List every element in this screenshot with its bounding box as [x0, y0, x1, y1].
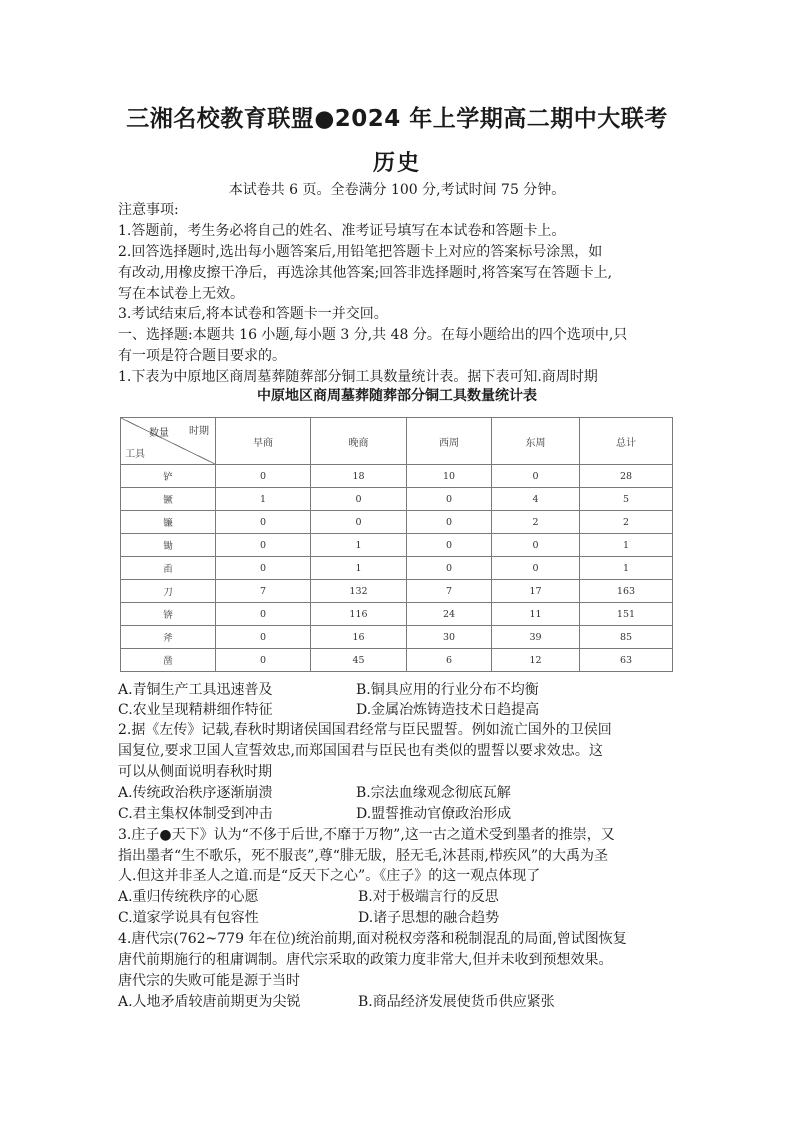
- question-2-stem: 国复位,要求卫国人宣誓效忠,而郑国国君与臣民也有类似的盟誓以要求效忠。这: [118, 743, 603, 759]
- table-row: [121, 626, 673, 649]
- notes-heading: 注意事项:: [118, 202, 179, 218]
- table-cell: 85: [580, 626, 673, 649]
- question-1-stem: 1.下表为中原地区商周墓葬随葬部分铜工具数量统计表。据下表可知.商周时期: [118, 369, 598, 385]
- question-4-stem: 4.唐代宗(762~779 年在位)统治前期,面对税权旁落和税制混乱的局面,曾试图恢复: [118, 931, 627, 947]
- table-cell: 45: [311, 649, 407, 672]
- table-row: [121, 465, 673, 488]
- section-heading: 有一项是符合题目要求的。: [118, 348, 286, 364]
- column-header: 早商: [216, 418, 311, 465]
- corner-tool-label: 工具: [125, 449, 145, 460]
- column-header: 晚商: [311, 418, 407, 465]
- table-cell: 1: [216, 488, 311, 511]
- table-cell: 39: [492, 626, 580, 649]
- q1-option-d[interactable]: D.金属冶炼铸造技术日趋提高: [356, 702, 540, 718]
- notes-line: 写在本试卷上无效。: [118, 286, 244, 302]
- table-cell: 1: [580, 534, 673, 557]
- exam-info: 本试卷共 6 页。全卷满分 100 分,考试时间 75 分钟。: [228, 182, 566, 198]
- table-cell: 0: [407, 557, 492, 580]
- question-2-stem: 可以从侧面说明春秋时期: [118, 764, 272, 780]
- tool-name-cell: 锛: [121, 603, 216, 626]
- q3-option-c[interactable]: C.道家学说具有包容性: [118, 910, 259, 926]
- table-cell: 0: [492, 557, 580, 580]
- question-4-stem: 唐代前期施行的租庸调制。唐代宗采取的政策力度非常大,但并未收到预想效果。: [118, 952, 613, 968]
- table-cell: 1: [311, 534, 407, 557]
- q4-option-b[interactable]: B.商品经济发展使货币供应紧张: [358, 994, 555, 1010]
- q2-option-b[interactable]: B.宗法血缘观念彻底瓦解: [356, 785, 511, 801]
- tool-name-cell: 铲: [121, 465, 216, 488]
- table-cell: 0: [216, 557, 311, 580]
- table-cell: 0: [492, 465, 580, 488]
- table-row: [121, 603, 673, 626]
- tool-name-cell: 镢: [121, 488, 216, 511]
- table-cell: 63: [580, 649, 673, 672]
- column-header: 总计: [580, 418, 673, 465]
- table-cell: 0: [311, 488, 407, 511]
- exam-title: 三湘名校教育联盟●2024 年上学期高二期中大联考: [126, 106, 668, 132]
- q1-option-b[interactable]: B.铜具应用的行业分布不均衡: [356, 682, 539, 698]
- table-cell: 17: [492, 580, 580, 603]
- table-cell: 4: [492, 488, 580, 511]
- table-cell: 1: [311, 557, 407, 580]
- table-row: [121, 557, 673, 580]
- corner-quantity-label: 数量: [149, 428, 169, 439]
- table-cell: 0: [216, 511, 311, 534]
- table-cell: 0: [492, 534, 580, 557]
- table-cell: 16: [311, 626, 407, 649]
- notes-line: 2.回答选择题时,选出每小题答案后,用铅笔把答题卡上对应的答案标号涂黑，如: [118, 244, 603, 260]
- tool-name-cell: 锄: [121, 534, 216, 557]
- table-cell: 11: [492, 603, 580, 626]
- table-header-row: [121, 418, 673, 465]
- table-cell: 132: [311, 580, 407, 603]
- table-cell: 0: [407, 488, 492, 511]
- table-cell: 6: [407, 649, 492, 672]
- table-cell: 12: [492, 649, 580, 672]
- table-cell: 18: [311, 465, 407, 488]
- table-cell: 0: [216, 534, 311, 557]
- table-cell: 0: [216, 626, 311, 649]
- table-row: [121, 649, 673, 672]
- q3-option-d[interactable]: D.诸子思想的融合趋势: [358, 910, 500, 926]
- table-cell: 5: [580, 488, 673, 511]
- table-cell: 30: [407, 626, 492, 649]
- q1-option-c[interactable]: C.农业呈现精耕细作特征: [118, 702, 273, 718]
- question-3-stem: 指出墨者“生不歌乐，死不服丧”,尊“腓无胈，胫无毛,沐甚雨,栉疾风”的大禹为圣: [118, 848, 608, 864]
- table-cell: 116: [311, 603, 407, 626]
- table-row: [121, 580, 673, 603]
- table-cell: 1: [580, 557, 673, 580]
- table-cell: 0: [216, 649, 311, 672]
- q4-option-a[interactable]: A.人地矛盾较唐前期更为尖锐: [118, 994, 301, 1010]
- q1-option-a[interactable]: A.青铜生产工具迅速普及: [118, 682, 273, 698]
- table-cell: 0: [216, 465, 311, 488]
- section-heading: 一、选择题:本题共 16 小题,每小题 3 分,共 48 分。在每小题给出的四个选项中,只: [118, 327, 628, 343]
- table-cell: 163: [580, 580, 673, 603]
- question-3-stem: 3.庄子●天下》认为“不侈于后世,不靡于万物”,这一古之道术受到墨者的推崇，又: [118, 827, 615, 843]
- table-cell: 151: [580, 603, 673, 626]
- tool-name-cell: 镰: [121, 511, 216, 534]
- table-cell: 7: [216, 580, 311, 603]
- table-cell: 0: [407, 534, 492, 557]
- table-cell: 2: [492, 511, 580, 534]
- column-header: 西周: [407, 418, 492, 465]
- tool-name-cell: 臿: [121, 557, 216, 580]
- question-3-stem: 人.但这并非圣人之道.而是“反天下之心”。《庄子》的这一观点体现了: [118, 868, 541, 884]
- notes-line: 1.答题前，考生务必将自己的姓名、准考证号填写在本试卷和答题卡上。: [118, 223, 566, 239]
- notes-line: 3.考试结束后,将本试卷和答题卡一并交回。: [118, 306, 388, 322]
- notes-line: 有改动,用橡皮擦干净后，再选涂其他答案;回答非选择题时,将答案写在答题卡上,: [118, 265, 613, 281]
- table-cell: 10: [407, 465, 492, 488]
- table-cell: 28: [580, 465, 673, 488]
- question-2-stem: 2.据《左传》记载,春秋时期诸侯国国君经常与臣民盟誓。例如流亡国外的卫侯回: [118, 722, 612, 738]
- table-row: [121, 511, 673, 534]
- table-cell: 2: [580, 511, 673, 534]
- tool-name-cell: 凿: [121, 649, 216, 672]
- table-row: [121, 488, 673, 511]
- table-title: 中原地区商周墓葬随葬部分铜工具数量统计表: [257, 388, 537, 404]
- table-cell: 0: [311, 511, 407, 534]
- table-cell: 0: [407, 511, 492, 534]
- q2-option-a[interactable]: A.传统政治秩序逐渐崩溃: [118, 785, 273, 801]
- table-corner-cell: [121, 418, 216, 465]
- q3-option-a[interactable]: A.重归传统秩序的心愿: [118, 889, 259, 905]
- table-row: [121, 534, 673, 557]
- table-cell: 0: [216, 603, 311, 626]
- q2-option-d[interactable]: D.盟誓推动官僚政治形成: [356, 806, 512, 822]
- q3-option-b[interactable]: B.对于极端言行的反思: [358, 889, 499, 905]
- corner-period-label: 时期: [189, 426, 209, 437]
- q2-option-c[interactable]: C.君主集权体制受到冲击: [118, 806, 273, 822]
- question-4-stem: 唐代宗的失败可能是源于当时: [118, 973, 300, 989]
- tool-name-cell: 斧: [121, 626, 216, 649]
- exam-subject: 历史: [372, 151, 421, 176]
- tool-name-cell: 刀: [121, 580, 216, 603]
- bronze-tools-table: [120, 417, 673, 672]
- table-cell: 24: [407, 603, 492, 626]
- table-cell: 7: [407, 580, 492, 603]
- column-header: 东周: [492, 418, 580, 465]
